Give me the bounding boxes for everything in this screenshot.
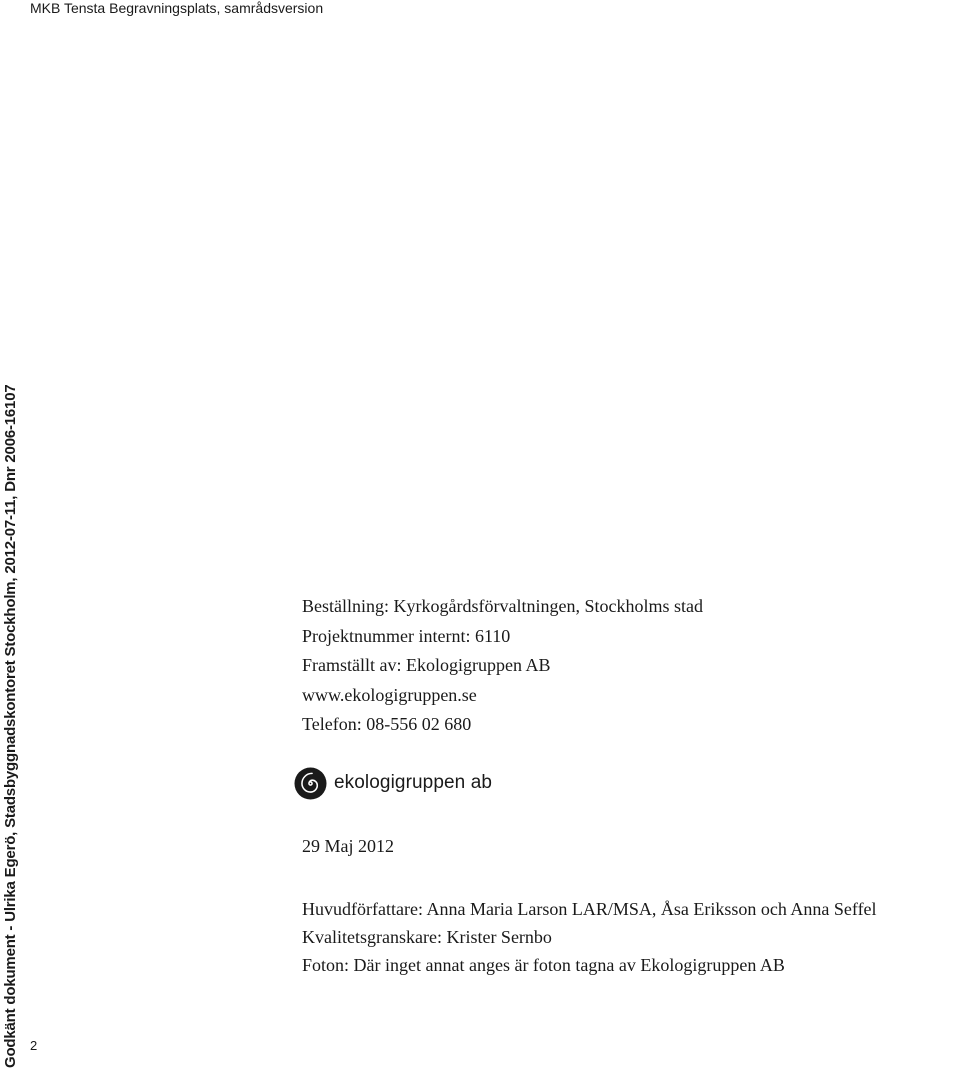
spiral-logo-icon: [294, 767, 327, 800]
document-date: 29 Maj 2012: [302, 836, 394, 856]
page-number: 2: [30, 1038, 38, 1053]
approval-stamp-text: Godkänt dokument - Ulrika Egerö, Stadsbyggnadskontoret Stockholm, 2012-07-11, Dnr 2006-16107: [2, 384, 19, 1068]
quality-reviewer-line: Kvalitetsgranskare: Krister Sernbo: [302, 927, 552, 947]
photo-credit-line: Foton: Där inget annat anges är foton tagna av Ekologigruppen AB: [302, 955, 785, 975]
company-logo: [294, 766, 492, 800]
credits: [302, 895, 877, 979]
project-info: [302, 592, 703, 740]
phone-line: Telefon: 08-556 02 680: [302, 714, 472, 734]
running-header: MKB Tensta Begravningsplats, samrådsversion: [30, 0, 324, 16]
project-number-line: Projektnummer internt: 6110: [302, 625, 511, 646]
website-line: www.ekologigruppen.se: [302, 684, 477, 705]
order-line: Beställning: Kyrkogårdsförvaltningen, Stockholms stad: [302, 596, 703, 616]
main-authors-line: Huvudförfattare: Anna Maria Larson LAR/MSA, Åsa Eriksson och Anna Seffel: [302, 899, 877, 919]
produced-by-line: Framställt av: Ekologigruppen AB: [302, 655, 551, 675]
logo-wordmark: ekologigruppen ab: [334, 772, 493, 793]
approval-stamp: [0, 0, 22, 1071]
